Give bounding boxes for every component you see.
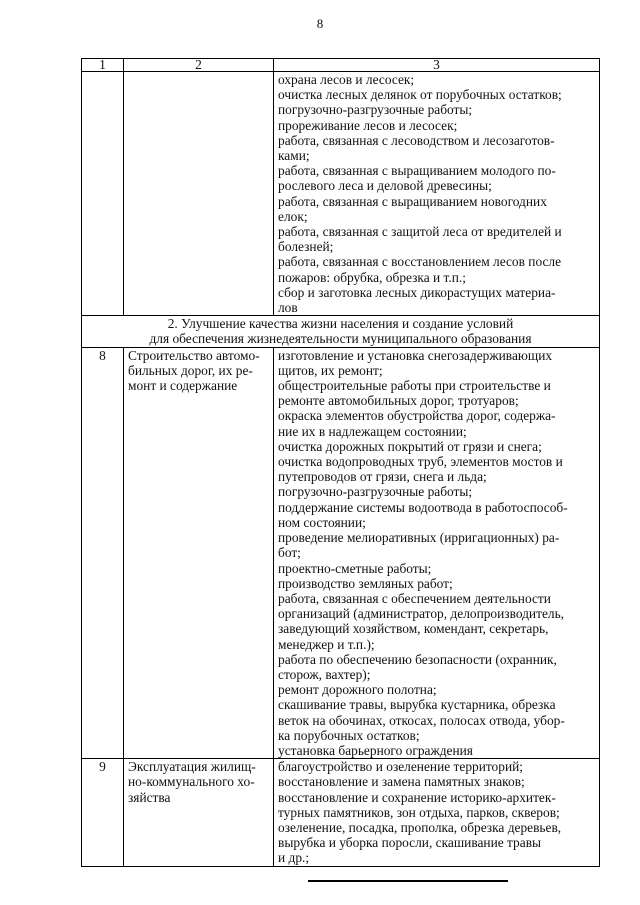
text-line: проектно-сметные работы; <box>278 560 432 576</box>
text-line: ремонте автомобильных дорог, тротуаров; <box>278 393 519 409</box>
text-line: озеленение, посадка, прополка, обрезка деревьев, <box>278 819 562 835</box>
page-number: 8 <box>316 16 324 31</box>
text-line: установка барьерного ограждения <box>278 742 473 758</box>
text-line: рослевого леса и деловой древесины; <box>278 178 492 194</box>
text-line: работа, связанная с выращиванием новогодних <box>278 193 547 209</box>
text-line: работа, связанная с обеспечением деятельности <box>278 590 551 606</box>
text-line: вырубка и уборка поросли, скашивание травы <box>278 835 542 851</box>
text-line: работа, связанная с лесоводством и лесозаготов- <box>278 132 555 148</box>
text-line: болезней; <box>278 239 334 255</box>
works-list-cell <box>274 72 600 316</box>
text-line: ние их в надлежащем состоянии; <box>278 423 467 439</box>
column-number-1: 1 <box>82 59 124 72</box>
works-list-cell <box>274 347 600 758</box>
text-line: проведение мелиоративных (ирригационных) ра- <box>278 530 560 546</box>
text-line: пожаров: обрубка, обрезка и т.п.; <box>278 269 466 285</box>
text-line: работа, связанная с выращиванием молодого по- <box>278 163 556 179</box>
table-row <box>82 759 600 866</box>
text-line: монт и содержание <box>128 378 238 394</box>
text-line: и др.; <box>278 850 310 866</box>
text-line: очистка дорожных покрытий от грязи и снега; <box>278 438 542 454</box>
text-line: организаций (администратор, делопроизводитель, <box>278 606 565 622</box>
activity-name-cell <box>124 347 274 758</box>
text-line: ка порубочных остатков; <box>278 727 420 743</box>
text-line: сторож, вахтер); <box>278 666 371 682</box>
text-line: путепроводов от грязи, снега и льда; <box>278 469 487 485</box>
text-line: прореживание лесов и лесосек; <box>278 117 458 133</box>
text-line: щитов, их ремонт; <box>278 362 383 378</box>
text-line: восстановление и сохранение историко-архитек- <box>278 789 556 805</box>
text-line: погрузочно-разгрузочные работы; <box>278 484 473 500</box>
row-number-cell: 8 <box>82 347 124 758</box>
text-line: изготовление и установка снегозадерживающих <box>278 347 553 363</box>
text-line: заведующий хозяйством, комендант, секретарь, <box>278 621 549 637</box>
section-heading-line: для обеспечения жизнедеятельности муниципального образования <box>149 331 532 347</box>
text-line: работа, связанная с защитой леса от вредителей и <box>278 224 562 240</box>
text-line: Эксплуатация жилищ- <box>128 759 256 775</box>
text-line: турных памятников, зон отдыха, парков, скверов; <box>278 804 560 820</box>
text-line: но-коммунального хо- <box>128 774 255 790</box>
column-number-3: 3 <box>274 59 600 72</box>
text-line: лов <box>278 300 298 316</box>
text-line: бильных дорог, их ре- <box>128 362 253 378</box>
activity-name-cell <box>124 72 274 316</box>
text-line: ном состоянии; <box>278 514 366 530</box>
text-line: Строительство автомо- <box>128 347 260 363</box>
works-list-cell <box>274 759 600 866</box>
table-row <box>82 72 600 316</box>
row-number-cell: 9 <box>82 759 124 866</box>
text-line: веток на обочинах, откосах, полосах отвода, убор- <box>278 712 565 728</box>
text-line: бот; <box>278 545 301 561</box>
text-line: ремонт дорожного полотна; <box>278 682 437 698</box>
text-line: производство земляных работ; <box>278 575 453 591</box>
text-line: зяйства <box>128 789 171 805</box>
text-line: скашивание травы, вырубка кустарника, обрезка <box>278 697 556 713</box>
activity-table <box>81 58 600 867</box>
text-line: очистка водопроводных труб, элементов мостов и <box>278 454 563 470</box>
text-line: общестроительные работы при строительстве и <box>278 378 551 394</box>
text-line: сбор и заготовка лесных дикорастущих материа- <box>278 284 556 300</box>
section-heading-line: 2. Улучшение качества жизни населения и создание условий <box>167 316 514 332</box>
text-line: очистка лесных делянок от порубочных остатков; <box>278 87 562 103</box>
text-line: работа, связанная с восстановлением лесов после <box>278 254 562 270</box>
text-line: погрузочно-разгрузочные работы; <box>278 102 473 118</box>
text-line: благоустройство и озеленение территорий; <box>278 759 523 775</box>
section-heading <box>82 316 600 347</box>
section-heading-row <box>82 316 600 347</box>
column-number-2: 2 <box>124 59 274 72</box>
footer-rule <box>308 880 508 882</box>
table-row <box>82 347 600 758</box>
text-line: елок; <box>278 208 308 224</box>
text-line: окраска элементов обустройства дорог, содержа- <box>278 408 556 424</box>
text-line: менеджер и т.п.); <box>278 636 375 652</box>
text-line: ками; <box>278 148 310 164</box>
row-number-cell <box>82 72 124 316</box>
column-number-row <box>82 59 600 72</box>
activity-name-cell <box>124 759 274 866</box>
text-line: восстановление и замена памятных знаков; <box>278 774 525 790</box>
text-line: поддержание системы водоотвода в работоспособ- <box>278 499 568 515</box>
text-line: охрана лесов и лесосек; <box>278 72 415 87</box>
text-line: работа по обеспечению безопасности (охранник, <box>278 651 557 667</box>
